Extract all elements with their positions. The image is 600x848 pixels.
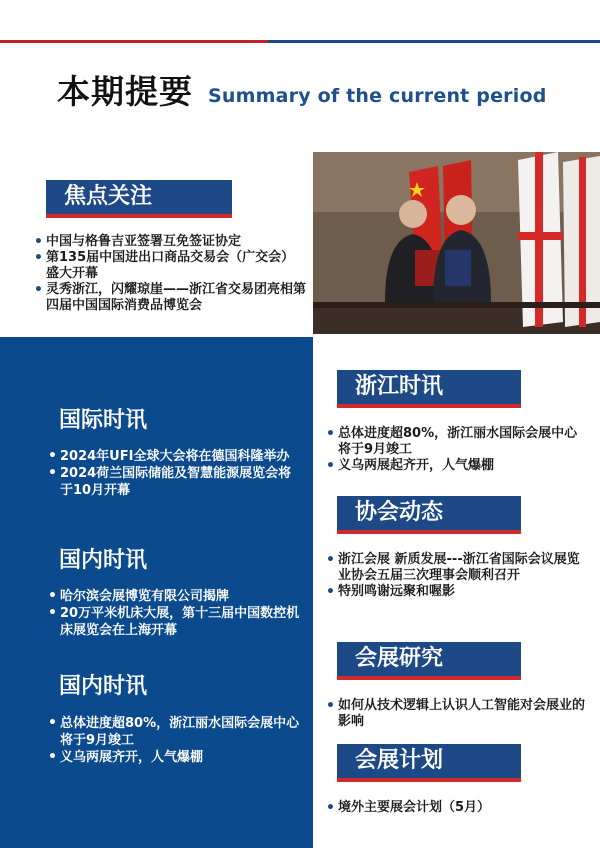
section-header-plan: 会展计划 [337,744,521,778]
list-item[interactable]: • 中国与格鲁吉亚签署互免签证协定 [34,234,306,250]
list-item[interactable]: • 总体进度超80%，浙江丽水国际会展中心将于9月竣工 [48,715,300,749]
section-header-underline [337,404,521,408]
focus-list [34,234,306,314]
section-header-underline [46,214,232,218]
list-item[interactable]: • 哈尔滨会展博览有限公司揭牌 [48,588,300,605]
list-item[interactable]: • 如何从技术逻辑上认识人工智能对会展业的影响 [326,698,588,730]
page-subtitle: Summary of the current period [208,85,547,107]
list-item[interactable]: • 总体进度超80%，浙江丽水国际会展中心将于9月竣工 [326,426,588,458]
list-item[interactable]: • 20万平米机床大展，第十三届中国数控机床展览会在上海开幕 [48,605,300,639]
section-header-zhejiang: 浙江时讯 [337,370,521,404]
list-item[interactable]: • 第135届中国进出口商品交易会（广交会）盛大开幕 [34,250,306,282]
list-item[interactable]: • 2024荷兰国际储能及智慧能源展览会将于10月开幕 [48,465,300,499]
page-title: 本期提要 [57,72,193,111]
section-header-research: 会展研究 [337,642,521,676]
association-list [326,552,588,600]
list-item[interactable]: • 浙江会展 新质发展---浙江省国际会议展览业协会五届三次理事会顺利召开 [326,552,588,584]
research-list [326,698,588,730]
list-item[interactable]: • 特别鸣谢远聚和喔影 [326,584,588,600]
section-header-association: 协会动态 [337,496,521,530]
section-header-underline [337,530,521,534]
international-list [48,448,300,499]
section-header-focus: 焦点关注 [46,180,232,214]
section-header-domestic: 国内时讯 [59,548,148,573]
list-item[interactable]: • 义乌两展齐开，人气爆棚 [48,749,300,766]
news-panel [0,337,313,848]
section-header-international: 国际时讯 [59,408,148,433]
top-rule-blue [268,40,600,43]
list-item[interactable]: • 境外主要展会计划（5月） [326,800,588,816]
domestic-list [48,588,300,639]
top-rule-red [0,40,268,43]
plan-list [326,800,588,816]
zhejiang-list [326,426,588,474]
list-item[interactable]: • 灵秀浙江，闪耀琼崖——浙江省交易团亮相第四届中国国际消费品博览会 [34,282,306,314]
section-header-underline [337,778,521,782]
domestic-list-2 [48,715,300,766]
section-header-domestic-2: 国内时讯 [59,674,148,699]
signing-ceremony-photo [313,152,600,334]
section-header-underline [337,676,521,680]
list-item[interactable]: • 2024年UFI全球大会将在德国科隆举办 [48,448,300,465]
list-item[interactable]: • 义乌两展起齐开，人气爆棚 [326,458,588,474]
